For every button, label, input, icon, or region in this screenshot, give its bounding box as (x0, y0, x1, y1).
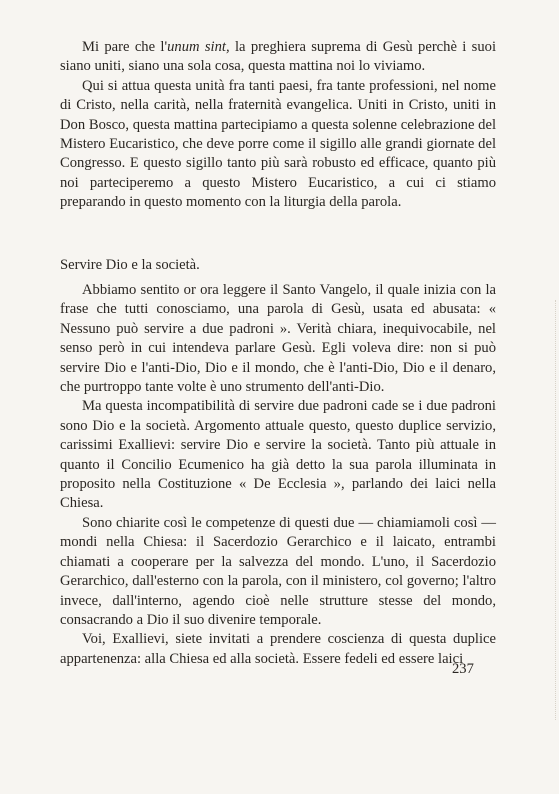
paragraph-competences: Sono chiarite così le competenze di questi due — chiamiamoli così — mondi nella Chiesa: il Sacerdozio Gerarchico e il laicato, entrambi chiamati a cooperare per la salvezza del mondo. L'uno, il Sacerdozio Gerarchico, dall'esterno con la parola, con il ministero, col governo; l'altro invece, dall'interno, agendo cioè nelle strutture stesse del mondo, consacrando a Dio il suo divenire temporale. (60, 514, 496, 628)
paragraph-text: Mi pare che l' (82, 39, 168, 55)
opening-section (60, 38, 496, 213)
paragraph-two-masters: Ma questa incompatibilità di servire due padroni cade se i due padroni sono Dio e la società. Argomento attuale questo, questo duplice servizio, carissimi Exallievi: servire Dio e servire la società. Tanto più attuale in quanto il Concilio Ecumenico ha già detto la sua parola illuminata in proposito nella Costituzione « De Ecclesia », parlando dei laici nella Chiesa. (60, 398, 496, 512)
main-section (60, 281, 496, 669)
page-edge-marks (554, 300, 556, 720)
latin-phrase: unum sint, (167, 39, 230, 55)
paragraph-unity: Qui si attua questa unità fra tanti paesi, fra tante professioni, nel nome di Cristo, nella carità, nella fraternità evangelica. Uniti in Cristo, uniti in Don Bosco, questa mattina partecipiamo a questa solenne celebrazione del Mistero Eucaristico, che deve porre come il sigillo alle grandi giornate del Congresso. E questo sigillo tanto più sarà robusto ed efficace, quanto più noi parteciperemo a questo Mistero Eucaristico, a cui ci stiamo preparando in questo momento con la liturgia della parola. (60, 77, 496, 211)
section-heading: Servire Dio e la società. (60, 257, 200, 273)
paragraph-text: la preghiera suprema di Gesù perchè i suoi siano uniti, siano una sola cosa, questa mattina noi lo viviamo. (60, 39, 496, 75)
paragraph-gospel: Abbiamo sentito or ora leggere il Santo Vangelo, il quale inizia con la frase che tutti conosciamo, una parola di Gesù, usata ed abusata: « Nessuno può servire a due padroni ». Verità chiara, inequivocabile, nel senso però in cui intendeva parlare Gesù. Egli voleva dire: non si può servire Dio e l'anti-Dio, Dio e il mondo, che è l'anti-Dio, Dio e il denaro, che purtroppo tante volte è uno strumento dell'anti-Dio. (60, 282, 496, 396)
page-number: 237 (452, 661, 474, 677)
paragraph-exallievi: Voi, Exallievi, siete invitati a prendere coscienza di questa duplice appartenenza: alla Chiesa ed alla società. Essere fedeli ed essere laici (60, 631, 496, 667)
paragraph-unum-sint (60, 38, 496, 77)
